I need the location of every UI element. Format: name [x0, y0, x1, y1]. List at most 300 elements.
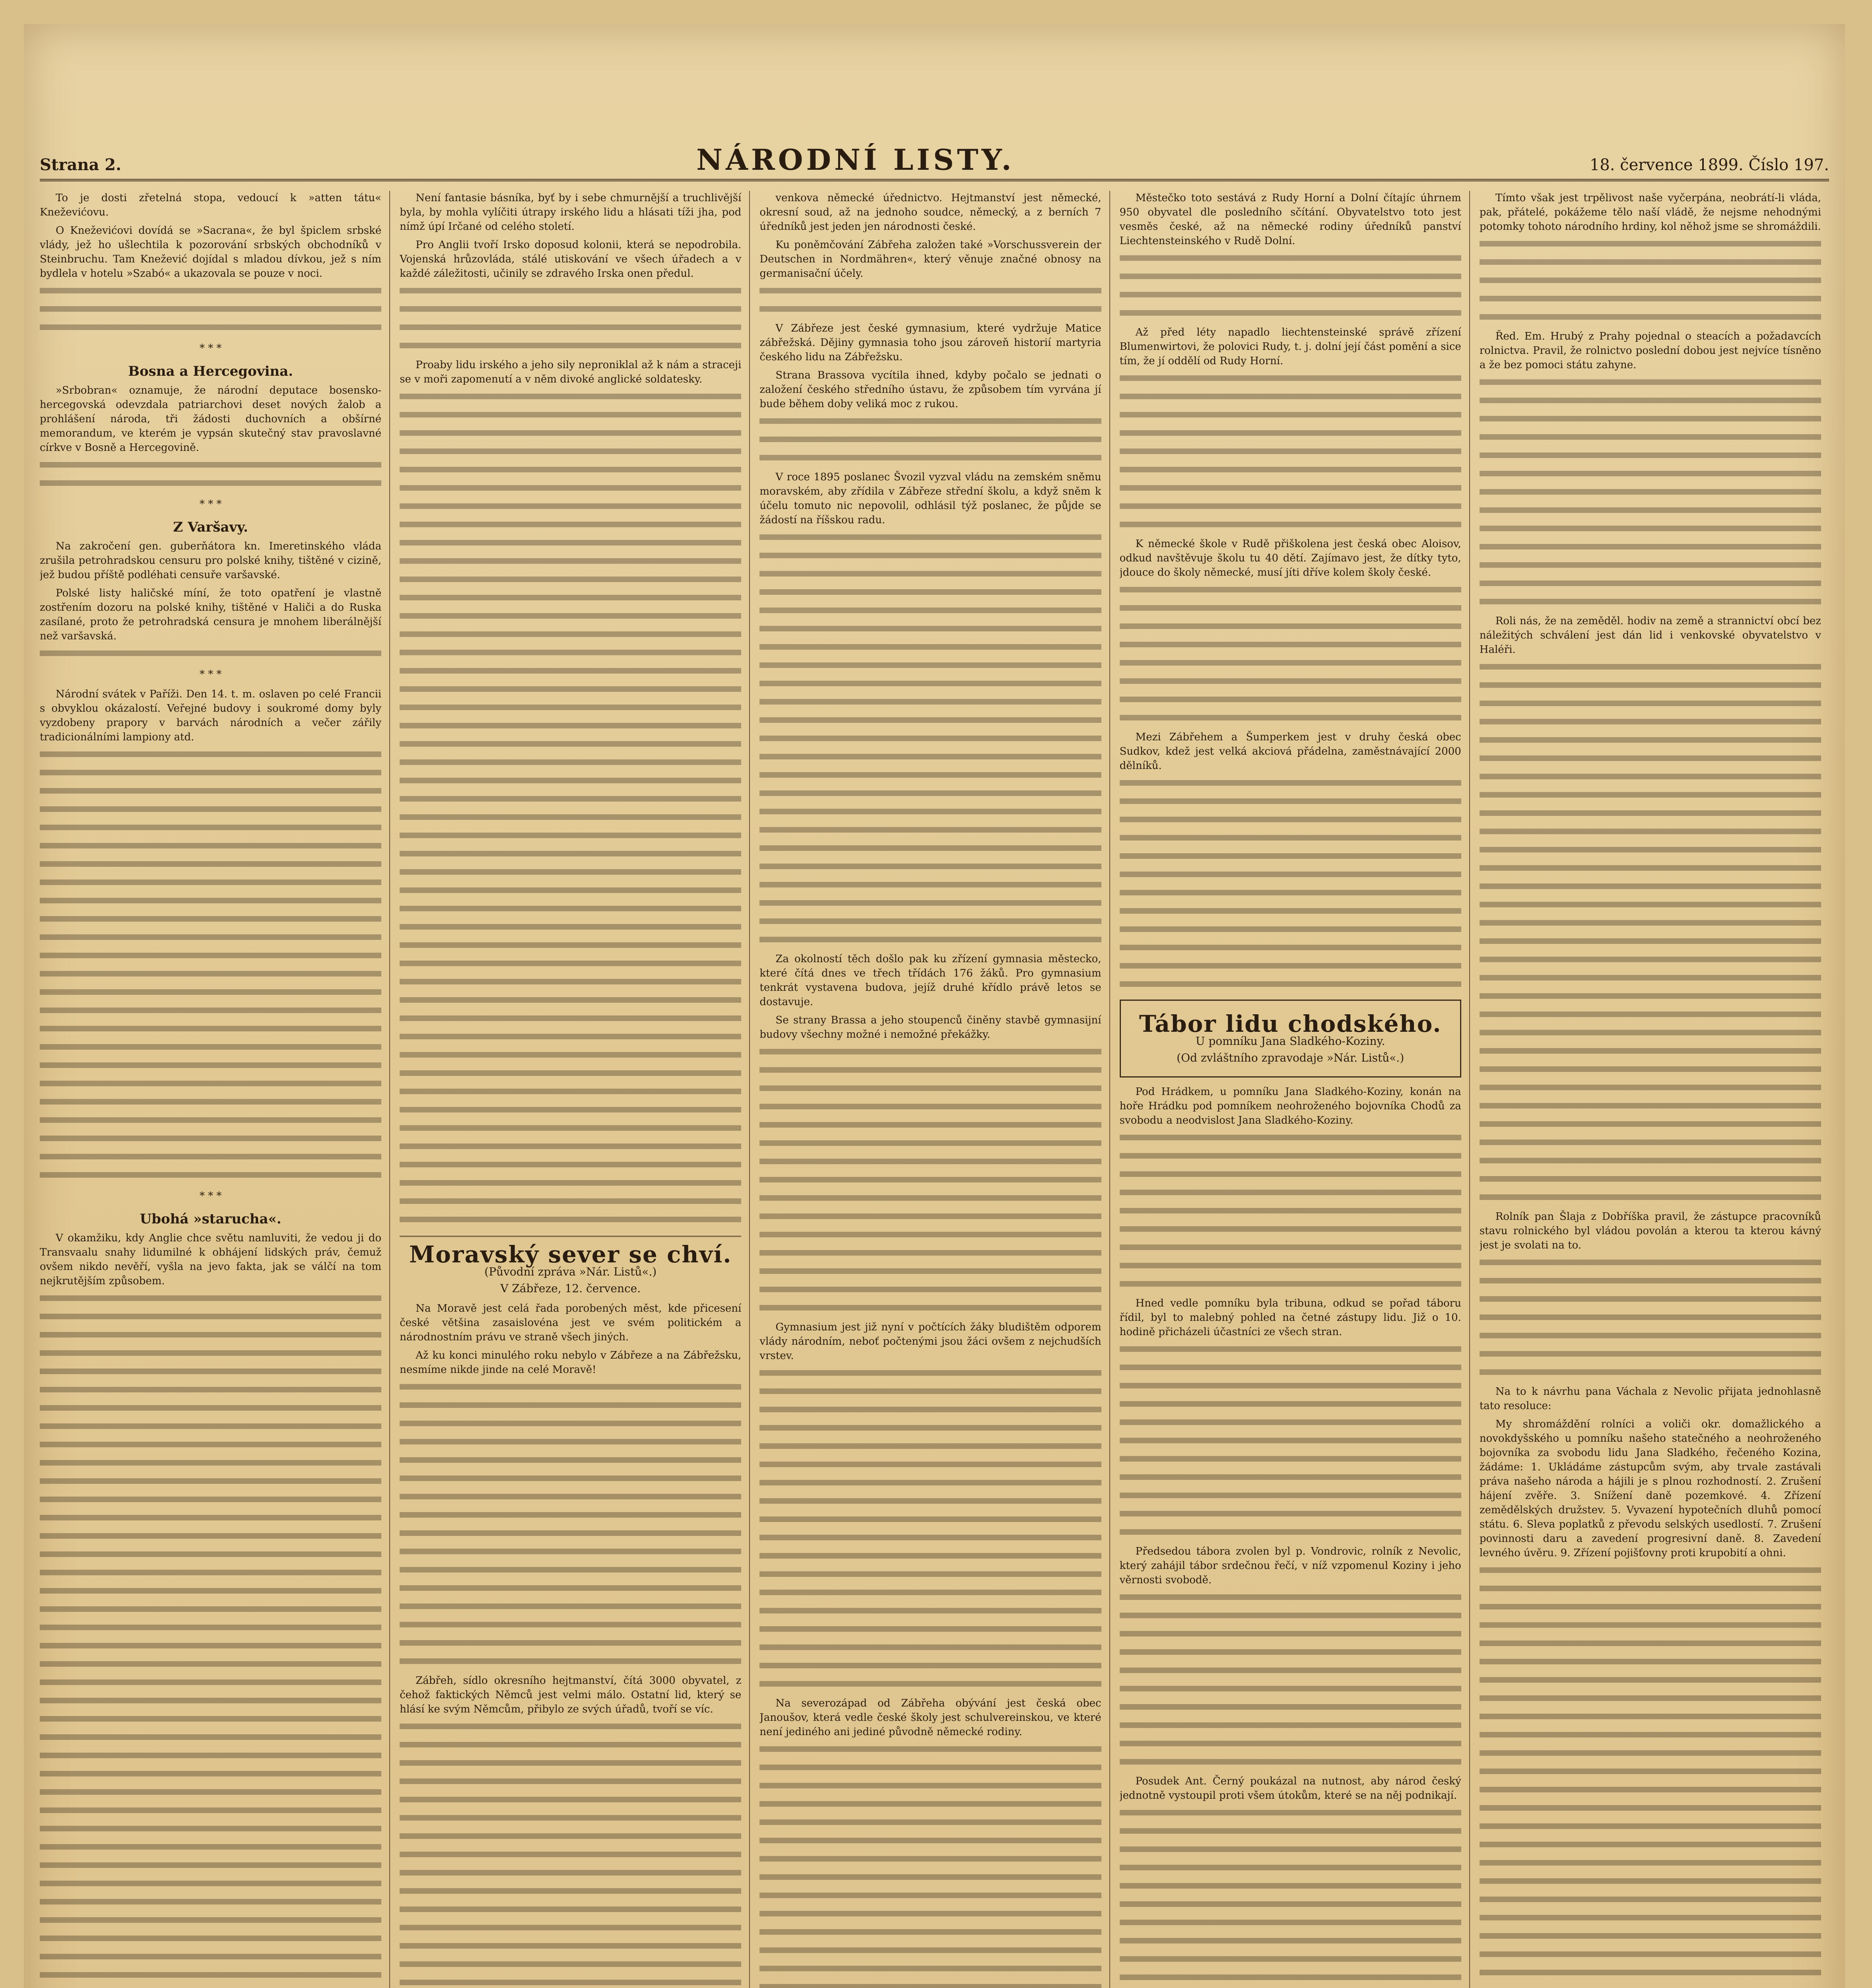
text-lines	[40, 968, 381, 982]
text-lines	[400, 555, 741, 569]
article-text: To je dosti zřetelná stopa, vedoucí k »atten tátu« Kneževićovu.	[40, 192, 382, 218]
text-lines	[1480, 1293, 1821, 1307]
text-lines	[759, 1513, 1101, 1528]
text-lines	[1480, 734, 1821, 748]
article-subheading: U pomníku Jana Sladkého-Koziny.	[1195, 1035, 1385, 1048]
text-lines	[759, 714, 1101, 728]
text-lines	[1480, 825, 1821, 840]
text-lines	[759, 641, 1101, 655]
text-lines	[1120, 1756, 1461, 1770]
text-lines	[1120, 1591, 1461, 1606]
text-lines	[400, 303, 741, 317]
text-lines	[40, 895, 381, 909]
text-lines	[759, 1981, 1101, 1988]
text-lines	[1480, 1765, 1821, 1780]
text-lines	[40, 1713, 381, 1727]
text-lines	[40, 876, 381, 891]
text-lines	[1480, 844, 1821, 858]
text-lines	[759, 1119, 1101, 1133]
text-lines	[1480, 917, 1821, 931]
text-lines	[1120, 1471, 1461, 1485]
text-lines	[40, 1695, 381, 1709]
text-lines	[40, 986, 381, 1000]
text-lines	[1120, 1916, 1461, 1931]
text-lines	[1120, 307, 1461, 321]
text-lines	[400, 628, 741, 643]
text-lines	[1120, 923, 1461, 938]
text-lines	[40, 1041, 381, 1055]
text-lines	[40, 1310, 381, 1325]
text-lines	[1480, 468, 1821, 482]
text-lines	[1120, 620, 1461, 635]
text-lines	[400, 1903, 741, 1918]
text-lines	[400, 445, 741, 460]
text-lines	[400, 1757, 741, 1771]
article-headline: Tábor lidu chodského.	[1139, 1010, 1442, 1037]
text-lines	[759, 1082, 1101, 1097]
text-lines	[40, 1676, 381, 1691]
text-lines	[759, 1404, 1101, 1418]
text-lines	[1480, 559, 1821, 573]
text-lines	[40, 1151, 381, 1165]
text-lines	[1120, 252, 1461, 266]
text-lines	[1480, 1081, 1821, 1096]
text-lines	[40, 1640, 381, 1654]
text-lines	[400, 866, 741, 880]
article-text: Za okolností těch došlo pak ku zřízení gymnasia městecko, které čítá dnes ve třech třídách 176 žáků. Pro gymnasium tenkrát vystavena budova, jejíž druhé křídlo právě letos se dostavuje.	[759, 953, 1101, 1008]
text-lines	[1480, 1275, 1821, 1289]
text-lines	[759, 1064, 1101, 1078]
text-lines	[400, 1867, 741, 1881]
text-lines	[759, 1137, 1101, 1151]
text-lines	[40, 1420, 381, 1435]
text-lines	[1480, 1366, 1821, 1380]
text-lines	[1480, 1985, 1821, 1988]
text-lines	[400, 1812, 741, 1826]
text-lines	[40, 1823, 381, 1837]
text-lines	[400, 500, 741, 514]
text-lines	[40, 1585, 381, 1599]
text-lines	[40, 785, 381, 799]
text-lines	[759, 1550, 1101, 1564]
text-lines	[1480, 1348, 1821, 1362]
text-lines	[759, 1174, 1101, 1188]
text-lines	[759, 1816, 1101, 1831]
text-lines	[40, 1329, 381, 1343]
text-lines	[40, 1969, 381, 1983]
text-lines	[759, 732, 1101, 747]
text-lines	[1120, 978, 1461, 992]
text-lines	[1480, 1839, 1821, 1853]
text-lines	[400, 756, 741, 771]
text-lines	[1120, 1646, 1461, 1660]
text-lines	[1120, 500, 1461, 514]
text-lines	[400, 1159, 741, 1173]
text-lines	[1120, 1205, 1461, 1219]
article-text: Strana Brassova vycítila ihned, kdyby počalo se jednati o založení českého středního ústavu, že způsobem tím vyrvána jí bude během doby veliká moc z rukou.	[759, 369, 1101, 410]
article-dateline: (Od zvláštního zpravodaje »Nár. Listů«.)	[1177, 1051, 1404, 1064]
text-lines	[400, 683, 741, 697]
article-text: Posudek Ant. Černý poukázal na nutnost, aby národ český jednotně vystoupil proti všem útokům, které se na něj podnikají.	[1119, 1775, 1461, 1802]
text-lines	[40, 303, 381, 317]
text-lines	[40, 1749, 381, 1764]
text-lines	[40, 1292, 381, 1307]
article-box	[1120, 1000, 1461, 1077]
text-lines	[400, 939, 741, 953]
text-lines	[1120, 1526, 1461, 1540]
text-lines	[1120, 1898, 1461, 1912]
article-text: Až ku konci minulého roku nebylo v Zábřeze a na Zábřežsku, nesmíme nikde jinde na celé Moravě!	[400, 1349, 742, 1376]
article-text: Ku poněmčování Zábřeha založen také »Vorschussverein der Deutschen in Nordmähren«, který věnuje značné obnosy na germanisační účely.	[759, 239, 1101, 280]
text-lines	[759, 860, 1101, 875]
text-lines	[40, 840, 381, 854]
text-lines	[1120, 905, 1461, 919]
text-lines	[400, 1195, 741, 1209]
text-lines	[1480, 596, 1821, 610]
column-2	[400, 191, 750, 1988]
text-lines	[40, 949, 381, 964]
text-lines	[1120, 1843, 1461, 1858]
article-text: K německé škole v Rudě přiškolena jest česká obec Aloisov, odkud navštěvuje školu tu 40 dětí. Zajímavo jest, že dítky tyto, jdouce do školy německé, musí jíti dříve kolem školy české.	[1119, 538, 1461, 579]
article-text: Gymnasium jest již nyní v počtících žáky bludištěm odporem vlády národním, neboť počtenými jsou žáci ovšem z nejchudších vrstev.	[759, 1321, 1101, 1362]
text-lines	[1120, 1971, 1461, 1986]
text-lines	[759, 433, 1101, 448]
text-lines	[400, 1830, 741, 1844]
text-lines	[1480, 1136, 1821, 1151]
text-lines	[400, 1472, 741, 1487]
text-lines	[1120, 1935, 1461, 1949]
text-lines	[1120, 409, 1461, 423]
article-subheading: (Původní zpráva »Nár. Listů«.)	[484, 1265, 657, 1278]
text-lines	[759, 1678, 1101, 1692]
text-lines	[1480, 1311, 1821, 1326]
text-lines	[400, 537, 741, 551]
section-title: Z Varšavy.	[173, 519, 248, 535]
text-lines	[759, 1853, 1101, 1867]
text-lines	[40, 1658, 381, 1672]
text-lines	[1120, 1416, 1461, 1431]
text-lines	[1120, 639, 1461, 653]
text-lines	[40, 459, 381, 473]
separator: * * *	[199, 498, 222, 510]
text-lines	[1480, 1582, 1821, 1597]
text-lines	[1480, 972, 1821, 986]
text-lines	[40, 1621, 381, 1636]
text-lines	[400, 829, 741, 844]
text-lines	[759, 1302, 1101, 1316]
text-lines	[40, 1096, 381, 1110]
text-lines	[759, 678, 1101, 692]
text-lines	[759, 285, 1101, 299]
article-headline: Moravský sever se chví.	[409, 1241, 732, 1268]
text-lines	[40, 1896, 381, 1910]
text-lines	[759, 842, 1101, 856]
text-lines	[759, 1605, 1101, 1619]
article-text: O Kneževićovi dovídá se »Sacrana«, že byl špiclem srbské vlády, jež ho ušlechtila k pozorování srbských obchodníků v Steinbruchu. Tam Knežević dojídal s mladou dívkou, jež s ním bydlela v hotelu »Szabó« a ukazovala se pouze v noci.	[40, 225, 382, 280]
text-lines	[759, 915, 1101, 930]
text-lines	[400, 884, 741, 899]
text-lines	[759, 1835, 1101, 1849]
text-lines	[40, 1768, 381, 1782]
text-lines	[759, 806, 1101, 820]
column-4	[1120, 191, 1470, 1988]
text-lines	[759, 1641, 1101, 1656]
text-lines	[1120, 1241, 1461, 1256]
text-lines	[40, 858, 381, 872]
text-lines	[1480, 577, 1821, 592]
text-lines	[400, 665, 741, 679]
masthead: NÁRODNÍ LISTY.	[696, 143, 1015, 177]
article-text: venkova německé úřednictvo. Hejtmanství jest německé, okresní soud, až na jednoho soudce, německý, a z berních 7 úředníků jest jeden jen národnosti české.	[759, 192, 1101, 233]
text-lines	[1120, 1398, 1461, 1412]
text-lines	[1480, 935, 1821, 949]
text-lines	[1120, 1664, 1461, 1679]
text-lines	[759, 1367, 1101, 1381]
text-lines	[1120, 518, 1461, 533]
text-lines	[1120, 584, 1461, 598]
text-lines	[400, 1213, 741, 1228]
text-lines	[759, 1889, 1101, 1904]
text-lines	[400, 811, 741, 825]
text-lines	[1480, 1063, 1821, 1077]
text-lines	[1120, 675, 1461, 689]
article-text: Pro Anglii tvoří Irsko doposud kolonii, která se nepodrobila. Vojenská hrůzovláda, stálé utiskování ve všech úřadech a v každé záležitosti, učinily se zdravého Irska onen předul.	[400, 239, 742, 280]
text-lines	[1480, 1710, 1821, 1725]
text-lines	[1480, 522, 1821, 537]
text-lines	[1120, 372, 1461, 386]
article-text: Proaby lidu irského a jeho sily neproniklal až k nám a straceji se v moři zapomenutí a v něm divoké anglické soldatesky.	[400, 359, 742, 385]
issue-date: 18. července 1899. Číslo 197.	[1589, 156, 1829, 174]
text-lines	[759, 787, 1101, 802]
text-lines	[1480, 771, 1821, 785]
text-lines	[40, 285, 381, 299]
text-lines	[400, 1122, 741, 1136]
text-lines	[1480, 1893, 1821, 1908]
text-lines	[40, 1347, 381, 1361]
text-lines	[40, 1439, 381, 1453]
text-lines	[1120, 445, 1461, 460]
text-lines	[1480, 1656, 1821, 1670]
text-lines	[1480, 413, 1821, 427]
text-lines	[1120, 832, 1461, 846]
text-lines	[1480, 1674, 1821, 1688]
text-lines	[40, 1603, 381, 1617]
text-lines	[400, 738, 741, 752]
text-lines	[1120, 1880, 1461, 1894]
text-lines	[400, 610, 741, 624]
text-lines	[759, 769, 1101, 783]
article-text: Na zakročení gen. guberňátora kn. Imeretinského vláda zrušila petrohradskou censuru pro polské knihy, tištěné v cizině, jež budou příště podléhati censuře varšavské.	[40, 540, 382, 581]
text-lines	[400, 285, 741, 299]
resolution-text: My shromáždění rolníci a voliči okr. domažlického a novokdyšského u pomníku našeho statečného a neohroženého bojovníka za svobodu lidu Jana Sladkého, řečeného Kozina, žádáme: 1. Ukládáme zástupcům svým, aby trvale zastávali práva našeho národa a hájili je s plnou rozhodností. 2. Zrušení hájení zvěře. 3. Snížení daně pozemkové. 4. Zřízení zemědělských družstev. 5. Vyvazení hypotečních dluhů pomocí státu. 6. Sleva poplatků z převodu selských usedlostí. 7. Zrušení povinnosti daru a zavedení progresivní daně. 8. Zavedení levného úvěru. 9. Zřízení pojišťovny proti krupobití a ohni.	[1479, 1418, 1822, 1559]
article-text: Národní svátek v Paříži. Den 14. t. m. oslaven po celé Francii s obvyklou okázalostí. Veřejné budovy i soukromé domy byly vyzdobeny prapory v barvách národních a večer zářily tradicionálními lampiony atd.	[40, 688, 382, 743]
text-lines	[40, 1859, 381, 1873]
text-lines	[1120, 1132, 1461, 1146]
text-lines	[1120, 602, 1461, 616]
text-lines	[400, 1600, 741, 1615]
text-lines	[40, 1169, 381, 1183]
article-text: Tímto však jest trpělivost naše vyčerpána, neobrátí-li vláda, pak, přátelé, pokážeme tělo naší vládě, že nejsme nehodnými potomky tohoto národního hrdiny, kol něhož jsme se shromáždili.	[1479, 192, 1822, 233]
text-lines	[759, 1477, 1101, 1491]
text-lines	[759, 1908, 1101, 1922]
text-lines	[759, 568, 1101, 582]
text-lines	[1480, 862, 1821, 876]
text-lines	[1120, 1150, 1461, 1164]
text-lines	[400, 1140, 741, 1155]
text-lines	[400, 1067, 741, 1081]
text-lines	[1480, 1027, 1821, 1041]
text-lines	[40, 1530, 381, 1544]
text-lines	[1480, 1118, 1821, 1132]
text-lines	[400, 1619, 741, 1633]
article-text: Se strany Brassa a jeho stoupenců činěny stavbě gymnasijní budovy všechny možné i nemožné překážky.	[759, 1014, 1101, 1041]
text-lines	[400, 1381, 741, 1395]
text-lines	[400, 1491, 741, 1505]
text-lines	[1120, 1862, 1461, 1876]
text-lines	[759, 1623, 1101, 1637]
text-lines	[1480, 1747, 1821, 1761]
text-lines	[759, 604, 1101, 619]
text-lines	[759, 452, 1101, 466]
text-lines	[40, 1059, 381, 1074]
text-lines	[759, 1247, 1101, 1261]
text-lines	[759, 1210, 1101, 1225]
text-lines	[40, 821, 381, 836]
text-lines	[1120, 868, 1461, 883]
text-lines	[1120, 942, 1461, 956]
text-lines	[759, 1283, 1101, 1298]
text-lines	[1480, 1875, 1821, 1889]
text-lines	[40, 1877, 381, 1892]
text-lines	[1480, 311, 1821, 325]
text-lines	[1480, 1601, 1821, 1615]
text-lines	[40, 1365, 381, 1380]
text-lines	[759, 415, 1101, 429]
text-lines	[759, 696, 1101, 710]
text-lines	[759, 751, 1101, 765]
text-lines	[1480, 1619, 1821, 1633]
text-lines	[40, 1548, 381, 1563]
text-lines	[1480, 880, 1821, 895]
text-lines	[400, 321, 741, 336]
text-lines	[759, 1586, 1101, 1601]
text-lines	[759, 1926, 1101, 1940]
text-lines	[1120, 1508, 1461, 1522]
text-lines	[759, 1944, 1101, 1959]
text-lines	[1120, 1278, 1461, 1292]
text-lines	[400, 701, 741, 716]
text-lines	[400, 994, 741, 1008]
text-lines	[759, 1101, 1101, 1115]
text-lines	[759, 897, 1101, 911]
text-lines	[40, 321, 381, 336]
text-lines	[400, 1564, 741, 1578]
text-lines	[40, 1932, 381, 1947]
text-lines	[1480, 1948, 1821, 1963]
article-text: Mezi Zábřehem a Šumperkem jest v druhy česká obec Sudkov, kdež jest velká akciová přádelna, zaměstnávající 2000 dělníků.	[1119, 731, 1461, 772]
text-lines	[40, 647, 381, 662]
text-lines	[1120, 1953, 1461, 1967]
text-lines	[1480, 697, 1821, 712]
article-text: Na to k návrhu pana Váchala z Nevolic přijata jednohlasně tato resoluce:	[1479, 1386, 1822, 1412]
text-lines	[1120, 795, 1461, 810]
text-lines	[1480, 449, 1821, 464]
section-title: Ubohá »starucha«.	[140, 1211, 282, 1227]
text-lines	[1480, 1930, 1821, 1944]
article-text: V okamžiku, kdy Anglie chce světu namluviti, že vedou ji do Transvaalu snahy lidumilné k obhájení lidských práv, čemuž ovšem nikdo nevěří, vyšla na jevo fakta, jak se válčí na tom nejkrutějším způsobem.	[40, 1232, 382, 1287]
text-lines	[1120, 1343, 1461, 1357]
text-lines	[1480, 990, 1821, 1004]
text-lines	[759, 1422, 1101, 1436]
text-lines	[40, 1786, 381, 1800]
article-text: Až před léty napadlo liechtensteinské správě zřízení Blumenwirtovi, že polovici Rudy, t. j. dolní její část pomění a sice tím, že jí oddělí od Rudy Horní.	[1119, 326, 1461, 367]
article-dateline: V Zábřeze, 12. července.	[500, 1282, 641, 1295]
text-lines	[1120, 1260, 1461, 1274]
text-lines	[1480, 1729, 1821, 1743]
text-lines	[400, 1720, 741, 1735]
text-lines	[40, 1512, 381, 1526]
article-text: Městečko toto sestává z Rudy Horní a Dolní čítajíc úhrnem 950 obyvatel dle posledního sčítání. Obyvatelstvo toto jest vesměs české, až na německé rodiny úředníků panství Liechtensteinského v Rudě Dolní.	[1119, 192, 1461, 247]
article-text: Zábřeh, sídlo okresního hejtmanství, čítá 3000 obyvatel, z čehož faktických Němců jest velmi málo. Ostatní lid, který se hlásí ke svým Němcům, přibylo ze svých úřadů, tvoří se víc.	[400, 1675, 742, 1715]
text-lines	[40, 1914, 381, 1928]
text-lines	[1120, 960, 1461, 974]
text-lines	[759, 623, 1101, 637]
text-lines	[1120, 1223, 1461, 1237]
text-lines	[1120, 1683, 1461, 1697]
newspaper-page	[24, 24, 1845, 1988]
text-lines	[1480, 1330, 1821, 1344]
text-lines	[759, 1192, 1101, 1206]
text-lines	[40, 477, 381, 491]
text-lines	[400, 340, 741, 354]
text-lines	[1480, 394, 1821, 409]
text-lines	[400, 427, 741, 441]
text-lines	[759, 1385, 1101, 1400]
text-lines	[400, 1739, 741, 1753]
text-lines	[400, 592, 741, 606]
text-lines	[1120, 712, 1461, 726]
text-lines	[1480, 256, 1821, 270]
text-lines	[40, 748, 381, 763]
text-lines	[40, 1077, 381, 1092]
text-lines	[1480, 1191, 1821, 1206]
text-lines	[1480, 661, 1821, 675]
text-lines	[40, 1567, 381, 1581]
text-lines	[1120, 1435, 1461, 1449]
text-lines	[1480, 1820, 1821, 1835]
text-lines	[400, 848, 741, 862]
article-text: Roli nás, že na zeměděl. hodiv na země a strannictví obcí bez náležitých schválení jest dán lid i venkovské obyvatelstvo v Haléři.	[1479, 615, 1822, 656]
text-lines	[400, 1012, 741, 1027]
text-lines	[1480, 1100, 1821, 1114]
text-lines	[759, 1155, 1101, 1170]
text-lines	[400, 1454, 741, 1468]
text-lines	[1480, 274, 1821, 289]
text-lines	[400, 976, 741, 990]
text-lines	[759, 1660, 1101, 1674]
text-lines	[400, 1509, 741, 1523]
article-text: Pod Hrádkem, u pomníku Jana Sladkého-Koziny, konán na hoře Hrádku pod pomníkem neohroženého bojovníka Chodů za svobodu a neodvislost Jana Sladkého-Koziny.	[1119, 1086, 1461, 1126]
text-lines	[1480, 789, 1821, 803]
text-lines	[1120, 427, 1461, 441]
text-lines	[1120, 289, 1461, 303]
text-lines	[759, 659, 1101, 674]
text-lines	[40, 913, 381, 927]
separator: * * *	[199, 342, 222, 354]
text-lines	[759, 1458, 1101, 1473]
text-lines	[400, 957, 741, 972]
text-lines	[400, 1885, 741, 1899]
